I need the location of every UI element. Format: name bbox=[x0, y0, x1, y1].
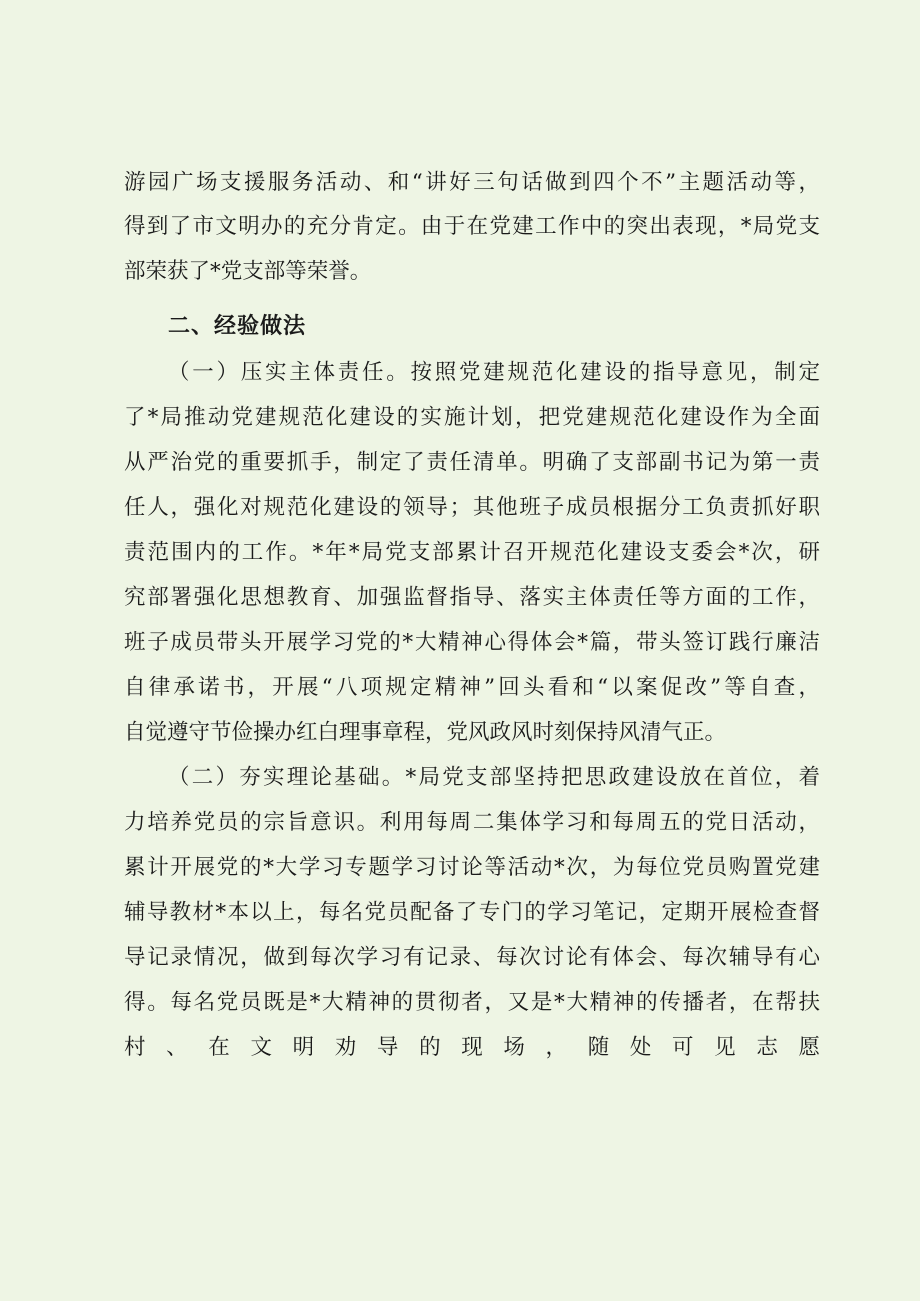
paragraph1-line-4: 任人，强化对规范化建设的领导；其他班子成员根据分工负责抓好职 bbox=[124, 495, 820, 520]
paragraph2-line-6: 得。每名党员既是*大精神的贯彻者，又是*大精神的传播者，在帮扶 bbox=[124, 990, 820, 1015]
paragraph1-line-7: 班子成员带头开展学习党的*大精神心得体会*篇，带头签订践行廉洁 bbox=[124, 630, 820, 655]
paragraph1-line-8: 自律承诺书，开展“八项规定精神”回头看和“以案促改”等自查， bbox=[124, 675, 820, 700]
paragraph1-line-3: 从严治党的重要抓手，制定了责任清单。明确了支部副书记为第一责 bbox=[124, 450, 820, 475]
paragraph1-line-9: 自觉遵守节俭操办红白理事章程，党风政风时刻保持风清气正。 bbox=[124, 720, 727, 745]
paragraph1-line-2: 了*局推动党建规范化建设的实施计划，把党建规范化建设作为全面 bbox=[124, 405, 820, 430]
paragraph2-line-4: 辅导教材*本以上，每名党员配备了专门的学习笔记，定期开展检查督 bbox=[124, 900, 820, 925]
intro-line-1: 游园广场支援服务活动、和“讲好三句话做到四个不”主题活动等， bbox=[124, 170, 820, 195]
paragraph2-line-2: 力培养党员的宗旨意识。利用每周二集体学习和每周五的党日活动， bbox=[124, 810, 820, 835]
section-heading: 二、经验做法 bbox=[168, 314, 307, 339]
paragraph2-line-7: 村、在文明劝导的现场，随处可见志愿 bbox=[124, 1035, 820, 1060]
paragraph1-line-1: （一）压实主体责任。按照党建规范化建设的指导意见，制定 bbox=[168, 360, 820, 385]
intro-line-3: 部荣获了*党支部等荣誉。 bbox=[124, 259, 372, 284]
paragraph1-line-6: 究部署强化思想教育、加强监督指导、落实主体责任等方面的工作， bbox=[124, 585, 820, 610]
intro-line-2: 得到了市文明办的充分肯定。由于在党建工作中的突出表现，*局党支 bbox=[124, 214, 820, 239]
paragraph2-line-3: 累计开展党的*大学习专题学习讨论等活动*次，为每位党员购置党建 bbox=[124, 855, 820, 880]
paragraph1-line-5: 责范围内的工作。*年*局党支部累计召开规范化建设支委会*次，研 bbox=[124, 540, 820, 565]
paragraph2-line-5: 导记录情况，做到每次学习有记录、每次讨论有体会、每次辅导有心 bbox=[124, 945, 820, 970]
paragraph2-line-1: （二）夯实理论基础。*局党支部坚持把思政建设放在首位，着 bbox=[168, 765, 820, 790]
